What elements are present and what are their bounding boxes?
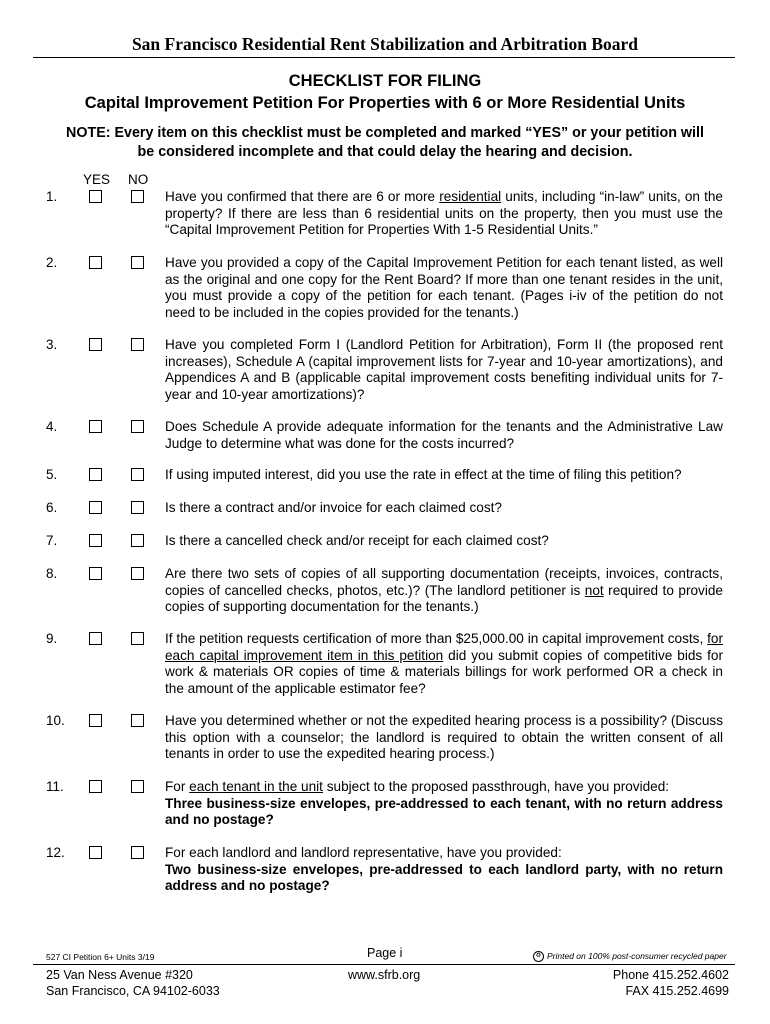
no-checkbox[interactable] xyxy=(131,468,144,481)
item-question xyxy=(165,419,723,452)
item-text: subject to the proposed passthrough, have you provided: xyxy=(322,779,670,794)
item-question xyxy=(165,189,723,239)
item-question xyxy=(165,500,723,517)
no-checkbox[interactable] xyxy=(131,714,144,727)
item-question xyxy=(165,566,723,616)
item-number: 1. xyxy=(46,189,58,204)
item-text: Is there a cancelled check and/or receipt for each claimed cost? xyxy=(165,533,549,548)
item-question xyxy=(165,631,723,697)
item-question xyxy=(165,337,723,403)
no-checkbox[interactable] xyxy=(131,780,144,793)
yes-column-header: YES xyxy=(83,172,111,187)
no-column-header: NO xyxy=(128,172,149,187)
item-number: 2. xyxy=(46,255,58,270)
item-question xyxy=(165,533,723,550)
item-number: 6. xyxy=(46,500,58,515)
yes-checkbox[interactable] xyxy=(89,468,102,481)
item-question xyxy=(165,845,723,895)
item-text: required to provide copies of supporting documentation for the tenants.) xyxy=(165,582,723,614)
item-number: 3. xyxy=(46,337,58,352)
phone: Phone 415.252.4602 xyxy=(612,968,729,982)
yes-checkbox[interactable] xyxy=(89,338,102,351)
address-line2: San Francisco, CA 94102-6033 xyxy=(46,984,220,998)
item-question xyxy=(165,779,723,829)
item-number: 5. xyxy=(46,467,58,482)
no-checkbox[interactable] xyxy=(131,338,144,351)
item-number: 12. xyxy=(46,845,65,860)
fax: FAX 415.252.4699 xyxy=(625,984,729,998)
yes-checkbox[interactable] xyxy=(89,256,102,269)
item-text: For xyxy=(165,779,190,794)
item-text: If using imputed interest, did you use the rate in effect at the time of filing this petition? xyxy=(165,467,682,482)
yes-checkbox[interactable] xyxy=(89,714,102,727)
item-text: If the petition requests certification of more than $25,000.00 in capital improvement costs, xyxy=(165,631,708,646)
no-checkbox[interactable] xyxy=(131,567,144,580)
no-checkbox[interactable] xyxy=(131,846,144,859)
item-question xyxy=(165,713,723,763)
item-requirement: Three business-size envelopes, pre-addressed to each tenant, with no return address and no postage? xyxy=(165,795,723,827)
yes-checkbox[interactable] xyxy=(89,190,102,203)
yes-checkbox[interactable] xyxy=(89,420,102,433)
recycled-text: Printed on 100% post-consumer recycled paper xyxy=(547,951,727,961)
item-question xyxy=(165,467,723,484)
item-text: Does Schedule A provide adequate information for the tenants and the Administrative Law Judge to determine what was done for the costs incurred? xyxy=(165,419,723,451)
item-text: Is there a contract and/or invoice for each claimed cost? xyxy=(165,500,502,515)
yes-checkbox[interactable] xyxy=(89,501,102,514)
item-text: Have you confirmed that there are 6 or more xyxy=(165,189,440,204)
checklist-note: NOTE: Every item on this checklist must be completed and marked “YES” or your petition will be considered incomplete and that could delay the hearing and decision. xyxy=(66,125,704,160)
organization-name: San Francisco Residential Rent Stabilization and Arbitration Board xyxy=(131,34,639,54)
item-text: Have you completed Form I (Landlord Petition for Arbitration), Form II (the proposed rent increases), Schedule A (capital improvement lists for 7-year and 10-year amortizations), and Appendices A and B (applicable capital improvement costs benefiting individual units for 7-year and 10-year amortizations)? xyxy=(165,337,723,402)
address-line1: 25 Van Ness Avenue #320 xyxy=(46,968,193,982)
item-number: 9. xyxy=(46,631,58,646)
item-text: Are there two sets of copies of all supporting documentation (receipts, invoices, contracts, copies of cancelled checks, photos, etc.)? (The landlord petitioner is xyxy=(165,566,723,598)
checklist-subtitle: Capital Improvement Petition For Properties with 6 or More Residential Units xyxy=(84,94,686,112)
item-text: For each landlord and landlord representative, have you provided: xyxy=(165,845,562,860)
yes-checkbox[interactable] xyxy=(89,534,102,547)
item-number: 10. xyxy=(46,713,65,728)
website: www.sfrb.org xyxy=(348,968,421,982)
page-number: Page i xyxy=(367,946,403,960)
yes-checkbox[interactable] xyxy=(89,846,102,859)
yes-checkbox[interactable] xyxy=(89,780,102,793)
item-question xyxy=(165,255,723,321)
no-checkbox[interactable] xyxy=(131,501,144,514)
item-text: residential xyxy=(439,189,502,204)
item-text: units, including “in-law” units, on the property? If there are less than 6 residential units on the property, then you must use the “Capital Improvement Petition for Properties With 1-5 Residential Units.” xyxy=(165,189,723,237)
header-rule xyxy=(33,57,735,58)
item-text: Have you determined whether or not the expedited hearing process is a possibility? (Discuss this option with a counselor; the landlord is required to obtain the written consent of all tenants in order to use the expedited hearing process.) xyxy=(165,713,723,761)
recycle-icon: ♻ xyxy=(533,951,544,962)
footer-rule xyxy=(33,964,735,965)
item-text: not xyxy=(584,582,604,598)
item-text: did you submit copies of competitive bids for work & materials OR copies of time & materials billings for work performed OR a check in the amount of the applicable estimator fee? xyxy=(165,647,723,696)
no-checkbox[interactable] xyxy=(131,420,144,433)
item-text: for each capital improvement item in this petition xyxy=(165,631,723,663)
form-code: 527 CI Petition 6+ Units 3/19 xyxy=(46,952,155,962)
recycled-note xyxy=(533,951,727,962)
item-text: Have you provided a copy of the Capital Improvement Petition for each tenant listed, as well as the original and one copy for the Rent Board? If more than one tenant resides in the unit, you must provide a copy of the petition for each tenant. (Pages i-iv of the petition do not need to be included in the copies provided for the tenants.) xyxy=(165,255,723,320)
no-checkbox[interactable] xyxy=(131,534,144,547)
item-requirement: Two business-size envelopes, pre-addressed to each landlord party, with no return address and no postage? xyxy=(165,861,723,893)
no-checkbox[interactable] xyxy=(131,190,144,203)
item-number: 7. xyxy=(46,533,58,548)
yes-checkbox[interactable] xyxy=(89,567,102,580)
item-number: 8. xyxy=(46,566,58,581)
checklist-title: CHECKLIST FOR FILING xyxy=(288,72,482,90)
item-number: 11. xyxy=(46,779,64,794)
yes-checkbox[interactable] xyxy=(89,632,102,645)
item-text: each tenant in the unit xyxy=(189,779,323,794)
item-number: 4. xyxy=(46,419,58,434)
no-checkbox[interactable] xyxy=(131,632,144,645)
no-checkbox[interactable] xyxy=(131,256,144,269)
